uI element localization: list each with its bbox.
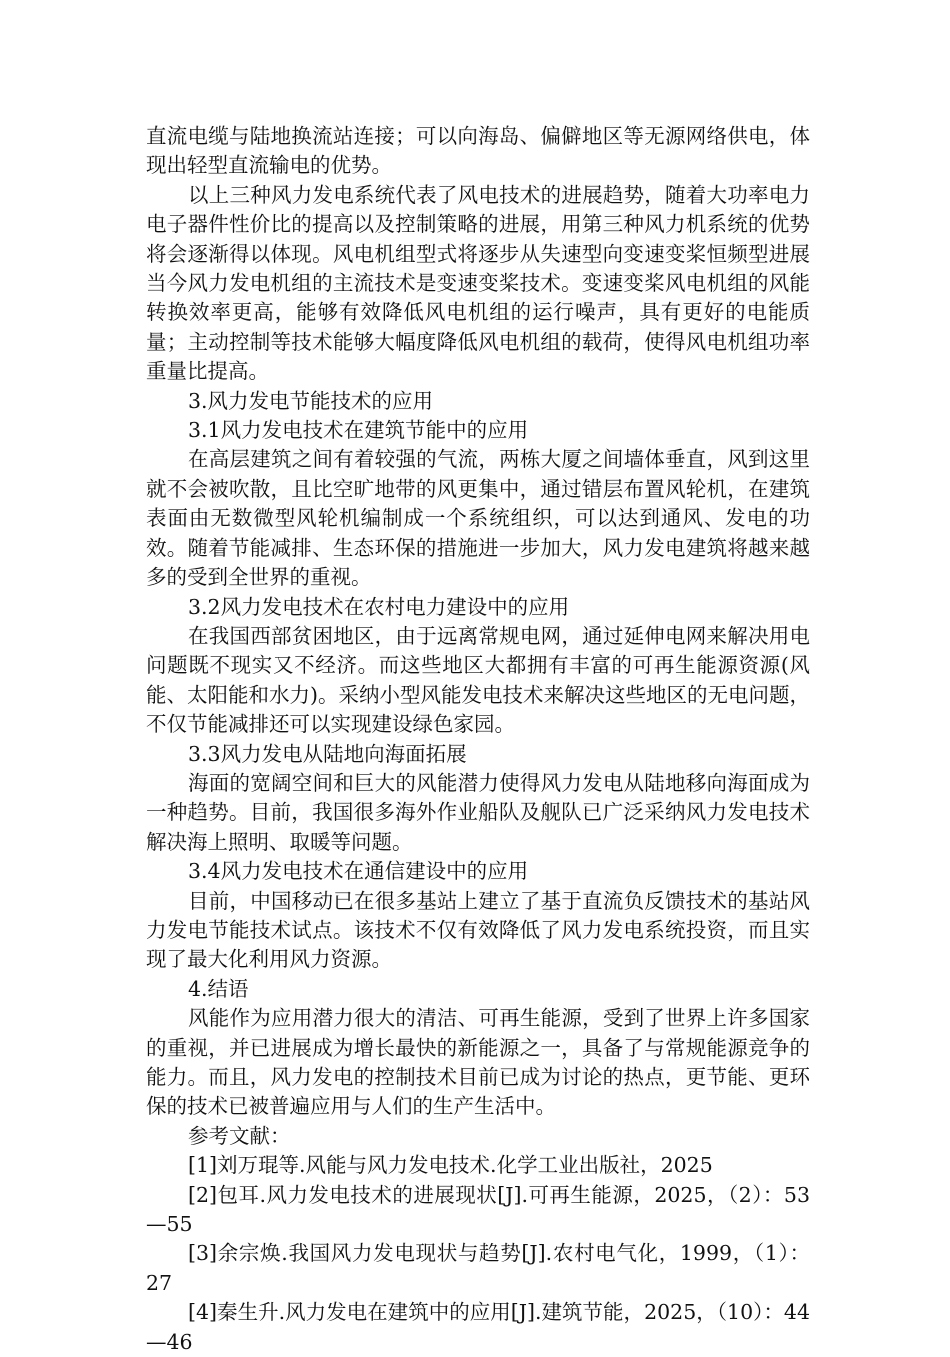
subsection-heading: 3.2风力发电技术在农村电力建设中的应用 — [188, 594, 570, 619]
body-paragraph: 风能作为应用潜力很大的清洁、可再生能源，受到了世界上许多国家的重视，并已进展成为增长最快的新能源之一，具备了与常规能源竞争的能力。而且，风力发电的控制技术目前已成为讨论的热点，更节能、更环保的技术已被普遍应用与人们的生产生活中。 — [146, 1006, 810, 1119]
body-paragraph: 在高层建筑之间有着较强的气流，两栋大厦之间墙体垂直，风到这里就不会被吹散，且比空旷地带的风更集中，通过错层布置风轮机，在建筑表面由无数微型风轮机编制成一个系统组织，可以达到通风、发电的功效。随着节能减排、生态环保的措施进一步加大，风力发电建筑将越来越多的受到全世界的重视。 — [146, 447, 810, 590]
subsection-heading: 3.4风力发电技术在通信建设中的应用 — [188, 859, 529, 884]
reference-item: [1]刘万琨等.风能与风力发电技术.化学工业出版社，2025 — [188, 1153, 713, 1178]
body-paragraph: 直流电缆与陆地换流站连接；可以向海岛、偏僻地区等无源网络供电，体现出轻型直流输电的优势。 — [146, 124, 810, 178]
subsection-heading: 3.3风力发电从陆地向海面拓展 — [188, 741, 467, 766]
reference-item: [2]包耳.风力发电技术的进展现状[J].可再生能源，2025，（2）：53—55 — [146, 1182, 810, 1237]
reference-item: [4]秦生升.风力发电在建筑中的应用[J].建筑节能，2025，（10）：44—46 — [146, 1300, 810, 1354]
document-body — [146, 122, 810, 1357]
subsection-heading: 3.1风力发电技术在建筑节能中的应用 — [188, 418, 529, 443]
section-heading: 3.风力发电节能技术的应用 — [188, 388, 434, 413]
body-paragraph: 在我国西部贫困地区，由于远离常规电网，通过延伸电网来解决用电问题既不现实又不经济。而这些地区大都拥有丰富的可再生能源资源(风能、太阳能和水力)。采纳小型风能发电技术来解决这些地区的无电问题，不仅节能减排还可以实现建设绿色家园。 — [146, 623, 810, 737]
section-heading: 4.结语 — [188, 976, 249, 1001]
body-paragraph: 以上三种风力发电系统代表了风电技术的进展趋势，随着大功率电力电子器件性价比的提高以及控制策略的进展，用第三种风力机系统的优势将会逐渐得以体现。风电机组型式将逐步从失速型向变速变桨恒频型进展当今风力发电机组的主流技术是变速变桨技术。变速变桨风电机组的风能转换效率更高，能够有效降低风电机组的运行噪声，具有更好的电能质量；主动控制等技术能够大幅度降低风电机组的载荷，使得风电机组功率重量比提高。 — [146, 182, 810, 384]
body-paragraph: 目前，中国移动已在很多基站上建立了基于直流负反馈技术的基站风力发电节能技术试点。该技术不仅有效降低了风力发电系统投资，而且实现了最大化利用风力资源。 — [146, 888, 810, 972]
body-paragraph: 海面的宽阔空间和巨大的风能潜力使得风力发电从陆地移向海面成为一种趋势。目前，我国很多海外作业船队及舰队已广泛采纳风力发电技术解决海上照明、取暖等问题。 — [146, 770, 810, 854]
reference-item: [3]余宗焕.我国风力发电现状与趋势[J].农村电气化，1999，（1）：27 — [146, 1241, 810, 1295]
references-heading: 参考文献： — [188, 1123, 291, 1148]
